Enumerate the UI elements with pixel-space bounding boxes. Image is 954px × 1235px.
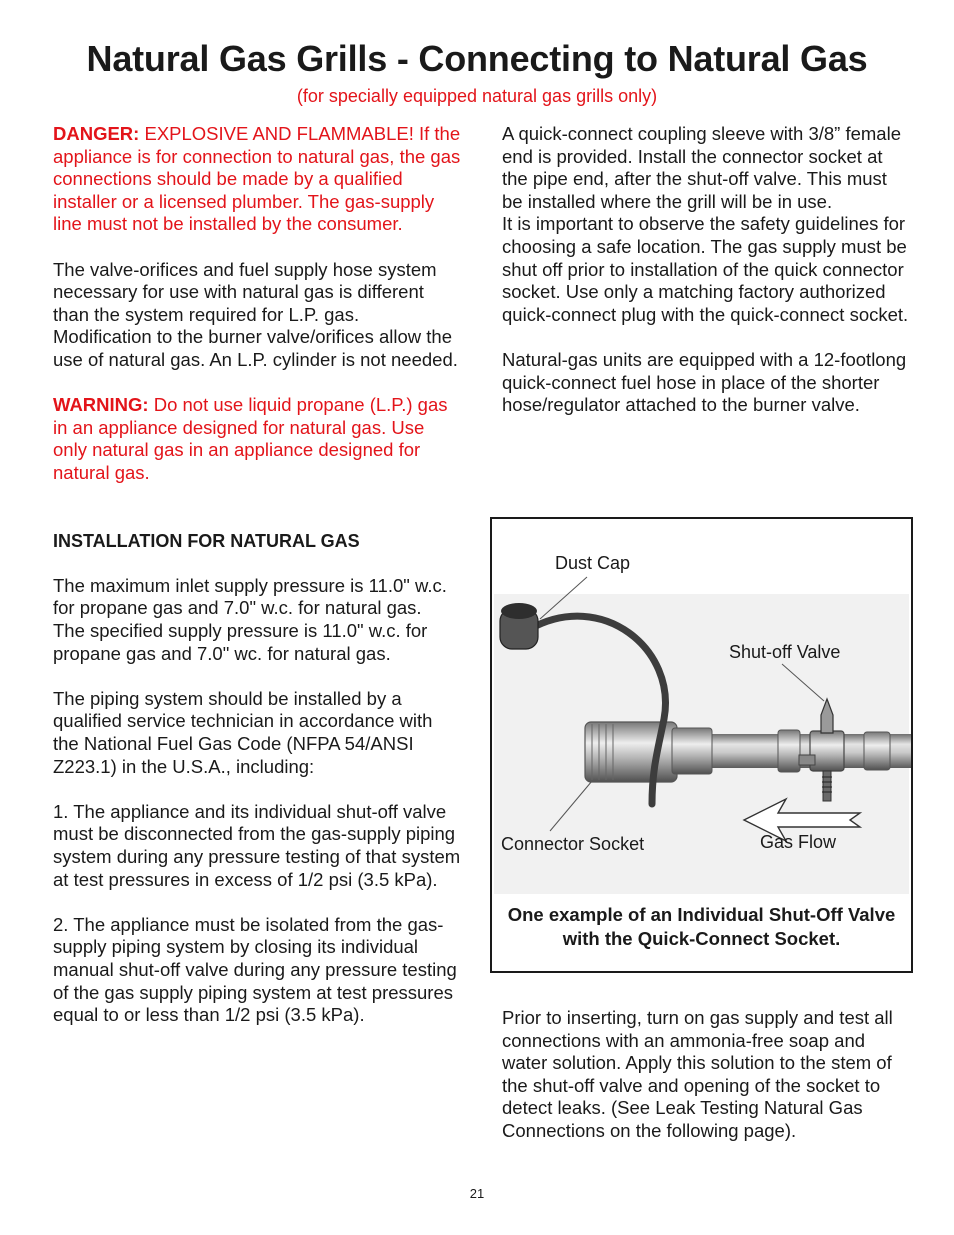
danger-text: EXPLOSIVE AND FLAMMABLE! If the appliance is for connection to natural gas, the gas connections should be made by a qualified installer or a licensed plumber. The gas-supply line must not be installed by the consumer.	[53, 123, 461, 235]
right-column-top	[490, 123, 912, 417]
max-pressure-paragraph: The maximum inlet supply pressure is 11.0" w.c. for propane gas and 7.0" w.c. for natural gas.	[53, 574, 447, 619]
specified-pressure-paragraph: The specified supply pressure is 11.0" w.c. for propane gas and 7.0" wc. for natural gas.	[53, 620, 428, 664]
page-number: 21	[469, 1186, 485, 1201]
warning-notice	[41, 394, 461, 484]
page-title: Natural Gas Grills - Connecting to Natural Gas	[86, 38, 868, 79]
hex-fitting-right	[778, 730, 800, 772]
label-shutoff-valve: Shut-off Valve	[729, 642, 841, 662]
hose-paragraph: Natural-gas units are equipped with a 12-footlong quick-connect fuel hose in place of the shorter hose/regulator attached to the burner valve.	[502, 348, 907, 416]
figure-caption: One example of an Individual Shut-Off Valve with the Quick-Connect Socket.	[507, 904, 896, 949]
valve-orifices-paragraph: The valve-orifices and fuel supply hose system necessary for use with natural gas is different than the system required for L.P. gas. Modification to the burner valve/orifices allow the use of natural gas. An L.P. cylinder is not needed.	[53, 258, 458, 370]
list-item-2: 2. The appliance must be isolated from the gas-supply piping system by closing its individual manual shut-off valve during any pressure testing of the gas supply piping system at test pressures equal to or less than 1/2 psi (3.5 kPa).	[53, 913, 457, 1026]
left-column	[41, 123, 461, 1027]
warning-label: WARNING:	[53, 394, 149, 416]
piping-system-paragraph: The piping system should be installed by a qualified service technician in accordance with the National Fuel Gas Code (NFPA 54/ANSI Z223.1) in the U.S.A., including:	[53, 687, 433, 777]
leak-test-paragraph: Prior to inserting, turn on gas supply and test all connections with an ammonia-free soap and water solution. Apply this solution to the stem of the shut-off valve and opening of the socket to detect leaks. (See Leak Testing Natural Gas Connections on the following page).	[502, 1007, 893, 1141]
installation-heading: INSTALLATION FOR NATURAL GAS	[53, 530, 360, 551]
coupling-paragraph: A quick-connect coupling sleeve with 3/8” female end is provided. Install the connector socket at the pipe end, after the shut-off valve. This must be installed where the grill will be in use.	[502, 123, 901, 212]
label-connector-socket: Connector Socket	[501, 834, 645, 854]
safety-paragraph: It is important to observe the safety guidelines for choosing a safe location. The gas supply must be shut off prior to installation of the quick connector socket. Use only a matching factory authorized quick-connect plug with the quick-connect socket.	[502, 213, 909, 325]
right-column-bottom	[490, 1007, 912, 1143]
valve-stem	[823, 771, 831, 801]
list-item-1: 1. The appliance and its individual shut-off valve must be disconnected from the gas-supply piping system during any pressure testing of that system at test pressures in excess of 1/2 psi (3.5 kPa).	[53, 800, 461, 890]
danger-notice	[41, 123, 461, 236]
label-dust-cap: Dust Cap	[555, 553, 631, 573]
warning-text: Do not use liquid propane (L.P.) gas in an appliance designed for natural gas. Use only natural gas in an appliance designed for natural gas.	[53, 394, 448, 483]
label-gas-flow: Gas Flow	[760, 832, 837, 852]
page-subtitle: (for specially equipped natural gas grills only)	[296, 86, 658, 106]
hex-fitting-left	[672, 728, 712, 774]
danger-label: DANGER:	[53, 123, 140, 144]
shutoff-valve-figure	[490, 517, 913, 973]
hex-fitting-far	[864, 732, 890, 770]
